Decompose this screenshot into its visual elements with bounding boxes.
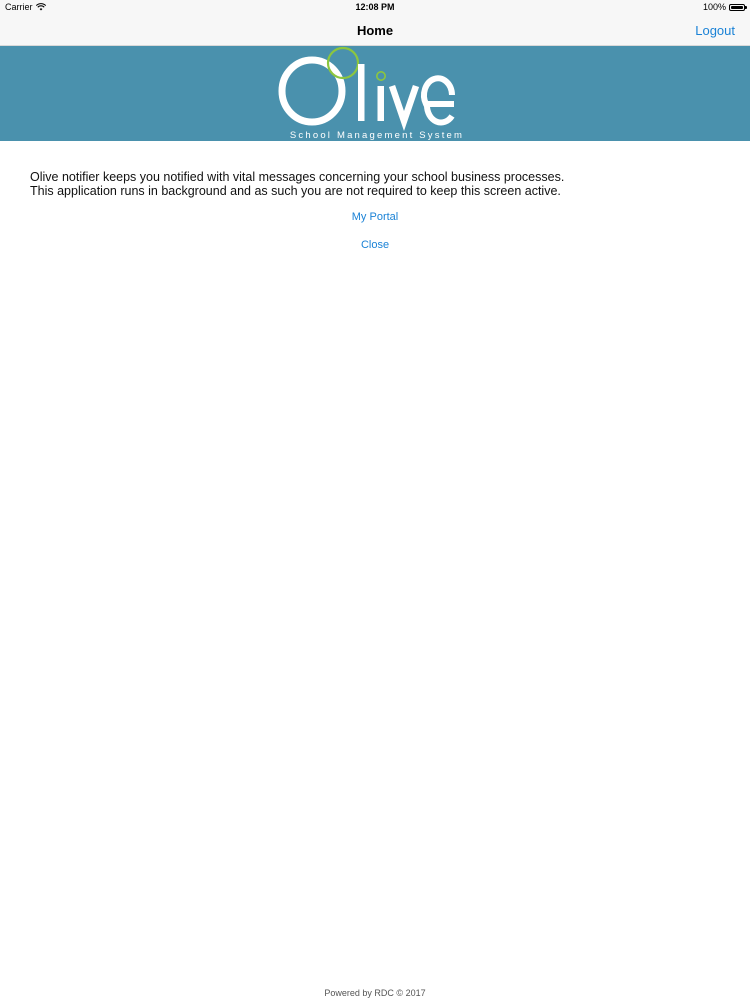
- status-time: 12:08 PM: [355, 2, 395, 12]
- footer-credit: Powered by RDC © 2017: [324, 988, 426, 998]
- description-line-1: Olive notifier keeps you notified with vital messages concerning your school business processes.: [30, 170, 565, 184]
- battery-percent: 100%: [702, 2, 726, 12]
- battery-icon: [729, 4, 745, 11]
- main-content: [30, 170, 720, 251]
- carrier-label: Carrier: [5, 2, 33, 12]
- nav-bar: [0, 16, 750, 46]
- olive-logo: [270, 46, 485, 141]
- close-link[interactable]: Close: [360, 239, 390, 251]
- logout-button[interactable]: Logout: [695, 23, 735, 38]
- header-banner: [0, 46, 750, 141]
- description-text: [30, 170, 720, 198]
- description-line-2: This application runs in background and as such you are not required to keep this screen active.: [30, 184, 561, 198]
- my-portal-link[interactable]: My Portal: [351, 211, 399, 223]
- svg-text:School Management System: School Management System: [289, 130, 465, 141]
- status-bar: [0, 0, 750, 16]
- page-title: Home: [356, 23, 394, 38]
- status-right: [703, 2, 745, 12]
